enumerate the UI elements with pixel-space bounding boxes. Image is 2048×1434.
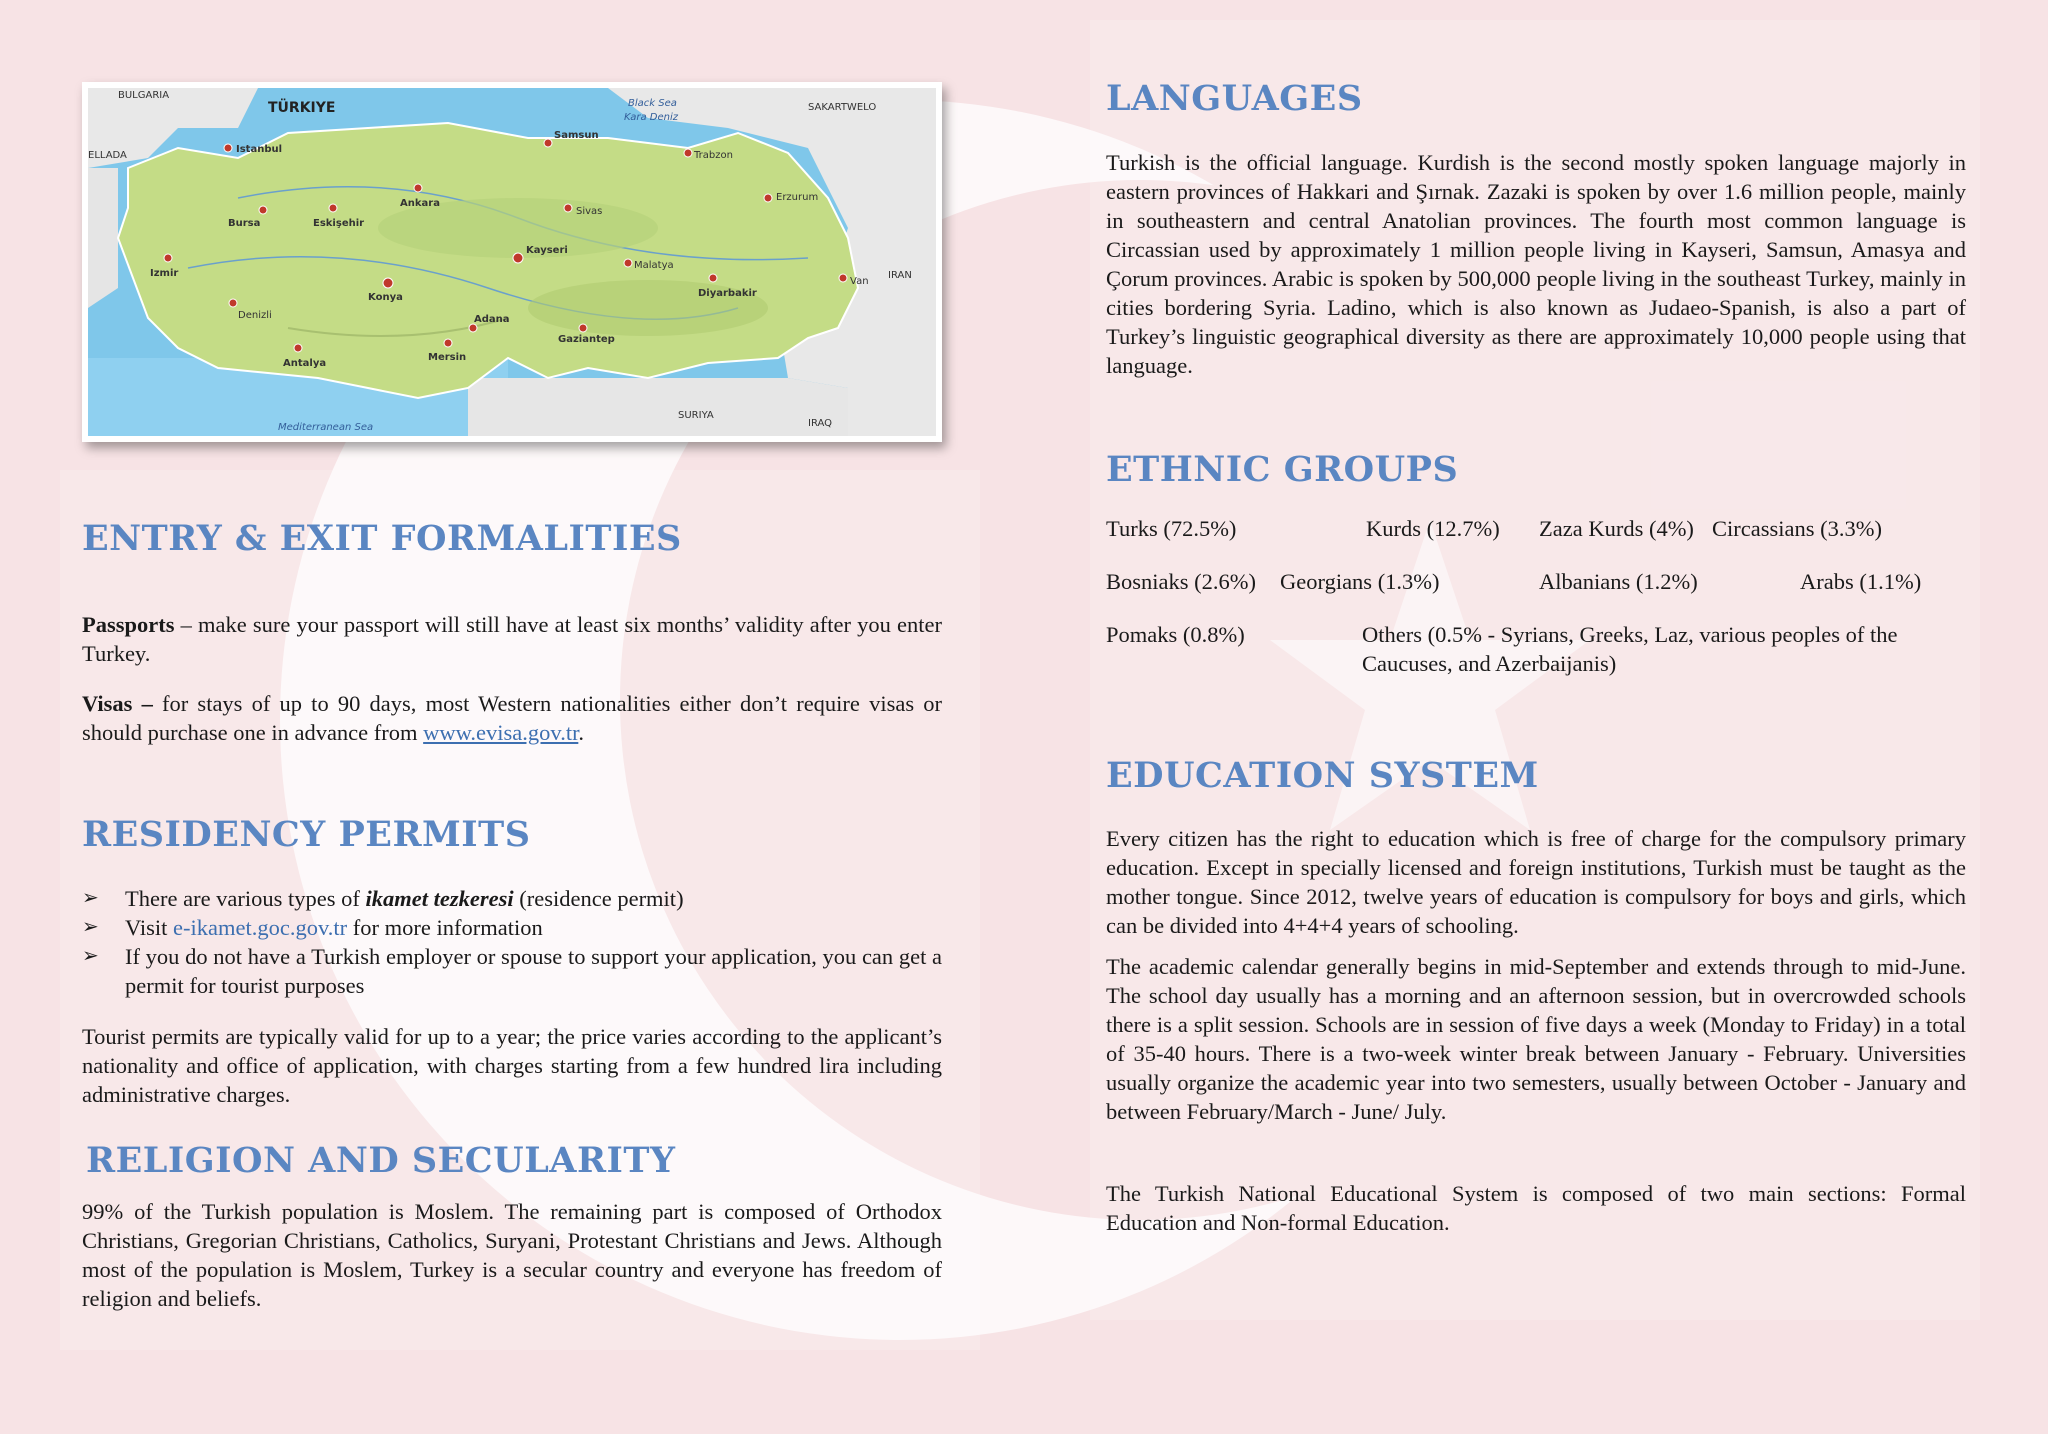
list-item (82, 884, 942, 913)
residency-heading: RESIDENCY PERMITS (82, 814, 531, 855)
passports-paragraph (82, 610, 942, 668)
ethnic-arabs: Arabs (1.1%) (1800, 569, 1922, 594)
education-heading: EDUCATION SYSTEM (1106, 755, 1539, 796)
education-paragraph-1: Every citizen has the right to education which is free of charge for the compulsory primary education. Except in specially licensed and foreign institutions, Turkish must be taught as the mother tongue. Since 2012, twelve years of education is compulsory for boys and girls, which can be divided into 4+4+4 years of schooling. (1106, 826, 1966, 938)
map-label-greece: ELLADA (88, 150, 127, 161)
map-label-country: TÜRKIYE (268, 100, 336, 116)
ethnic-others-line1: Others (0.5% - Syrians, Greeks, Laz, various peoples of the (1362, 622, 1898, 647)
map-label-konya: Konya (368, 292, 403, 303)
map-label-sivas: Sivas (576, 206, 603, 217)
map-label-antalya: Antalya (283, 358, 327, 369)
bullet1-pre: There are various types of (125, 886, 366, 911)
arrow-bullet-icon: ➢ (82, 945, 99, 967)
arrow-bullet-icon: ➢ (82, 916, 99, 938)
e-ikamet-link[interactable]: e-ikamet.goc.gov.tr (173, 915, 348, 940)
map-label-denizli: Denizli (238, 310, 272, 321)
map-label-kara-deniz: Kara Deniz (624, 112, 678, 123)
list-item (82, 942, 942, 1000)
visas-label: Visas – (82, 691, 153, 716)
ethnic-circassians: Circassians (3.3%) (1712, 516, 1882, 541)
map-label-georgia: SAKARTWELO (808, 102, 877, 113)
map-label-bulgaria: BULGARIA (118, 90, 170, 101)
map-label-ankara: Ankara (400, 198, 440, 209)
education-paragraph-3: The Turkish National Educational System is composed of two main sections: Formal Education and Non-formal Education. (1106, 1181, 1966, 1235)
visas-paragraph (82, 689, 942, 747)
languages-paragraph: Turkish is the official language. Kurdish is the second mostly spoken language majorly in eastern provinces of Hakkari and Şırnak. Zazaki is spoken by over 1.6 million people, mainly in southeastern and central Anatolian provinces. The fourth most common language is Circassian used by approximately 1 million people living in Kayseri, Samsun, Amasya and Çorum provinces. Arabic is spoken by 500,000 people living in the southeast Turkey, mainly in cities bordering Syria. Ladino, which is also known as Judaeo-Spanish, is also a part of Turkey’s linguistic geographical diversity as there are approximately 10,000 people using that language. (1106, 150, 1966, 378)
map-label-erzurum: Erzurum (776, 192, 819, 203)
education-paragraph-2: The academic calendar generally begins in mid-September and extends through to mid-June. The school day usually has a morning and an afternoon session, but in overcrowded schools there is a split session. Schools are in session of five days a week (Monday to Friday) in a total of 35-40 hours. There is a two-week winter break between January - February. Universities usually organize the academic year into two semesters, usually between October - January and between February/March - June/ July. (1106, 954, 1966, 1124)
passports-text: – make sure your passport will still have at least six months’ validity after you enter Turkey. (82, 612, 942, 666)
map-label-med-sea: Mediterranean Sea (278, 422, 374, 433)
map-label-eskisehir: Eskişehir (313, 218, 365, 229)
religion-paragraph: 99% of the Turkish population is Moslem. The remaining part is composed of Orthodox Christians, Gregorian Christians, Catholics, Suryani, Protestant Christians and Jews. Although most of the population is Moslem, Turkey is a secular country and everyone has freedom of religion and beliefs. (82, 1199, 942, 1311)
bullet1-post: (residence permit) (513, 886, 684, 911)
bullet3-text: If you do not have a Turkish employer or spouse to support your application, you can get a permit for tourist purposes (125, 944, 942, 998)
ethnic-zaza: Zaza Kurds (4%) (1539, 516, 1694, 541)
evisa-link[interactable]: www.evisa.gov.tr (423, 720, 579, 745)
tourist-permits-paragraph: Tourist permits are typically valid for up to a year; the price varies according to the applicant’s nationality and office of application, with charges starting from a few hundred lira including administrative charges. (82, 1024, 942, 1107)
map-label-iran: IRAN (888, 270, 912, 281)
map-label-mersin: Mersin (428, 352, 467, 363)
residency-list (82, 884, 942, 1000)
ethnic-turks: Turks (72.5%) (1106, 516, 1237, 541)
entry-exit-heading: ENTRY & EXIT FORMALITIES (82, 518, 682, 559)
ethnic-bosniaks: Bosniaks (2.6%) (1106, 569, 1256, 594)
list-item (82, 913, 942, 942)
ethnic-kurds: Kurds (12.7%) (1366, 516, 1500, 541)
map-label-gaziantep: Gaziantep (558, 334, 615, 345)
map-label-black-sea: Black Sea (628, 98, 677, 109)
map-label-adana: Adana (474, 314, 510, 325)
religion-heading: RELIGION AND SECULARITY (86, 1140, 676, 1181)
bullet2-post: for more information (347, 915, 543, 940)
arrow-bullet-icon: ➢ (82, 887, 99, 909)
ikamet-term: ikamet tezkeresi (365, 886, 514, 911)
map-label-trabzon: Trabzon (694, 150, 733, 161)
map-label-samsun: Samsun (554, 130, 599, 141)
ethnic-others-line2: Caucuses, and Azerbaijanis) (1362, 651, 1617, 676)
map-label-malatya: Malatya (634, 260, 674, 271)
map-label-kayseri: Kayseri (526, 245, 568, 256)
visas-end: . (578, 720, 584, 745)
turkey-map (82, 82, 942, 442)
languages-heading: LANGUAGES (1106, 78, 1363, 119)
map-label-van: Van (850, 276, 869, 287)
bullet2-pre: Visit (125, 915, 174, 940)
ethnic-albanians: Albanians (1.2%) (1539, 569, 1698, 594)
ethnic-georgians: Georgians (1.3%) (1280, 569, 1440, 594)
passports-label: Passports (82, 612, 175, 637)
ethnic-pomaks: Pomaks (0.8%) (1106, 622, 1245, 647)
ethnic-groups-heading: ETHNIC GROUPS (1106, 449, 1459, 490)
visas-text: for stays of up to 90 days, most Western nationalities either don’t require visas or should purchase one in advance from (82, 691, 942, 745)
map-label-diyarbakir: Diyarbakir (698, 288, 757, 299)
map-label-iraq: IRAQ (808, 418, 833, 429)
map-label-istanbul: Istanbul (236, 144, 283, 155)
map-label-syria: SURIYA (678, 410, 714, 421)
map-label-bursa: Bursa (228, 218, 261, 229)
map-label-izmir: Izmir (150, 268, 179, 279)
